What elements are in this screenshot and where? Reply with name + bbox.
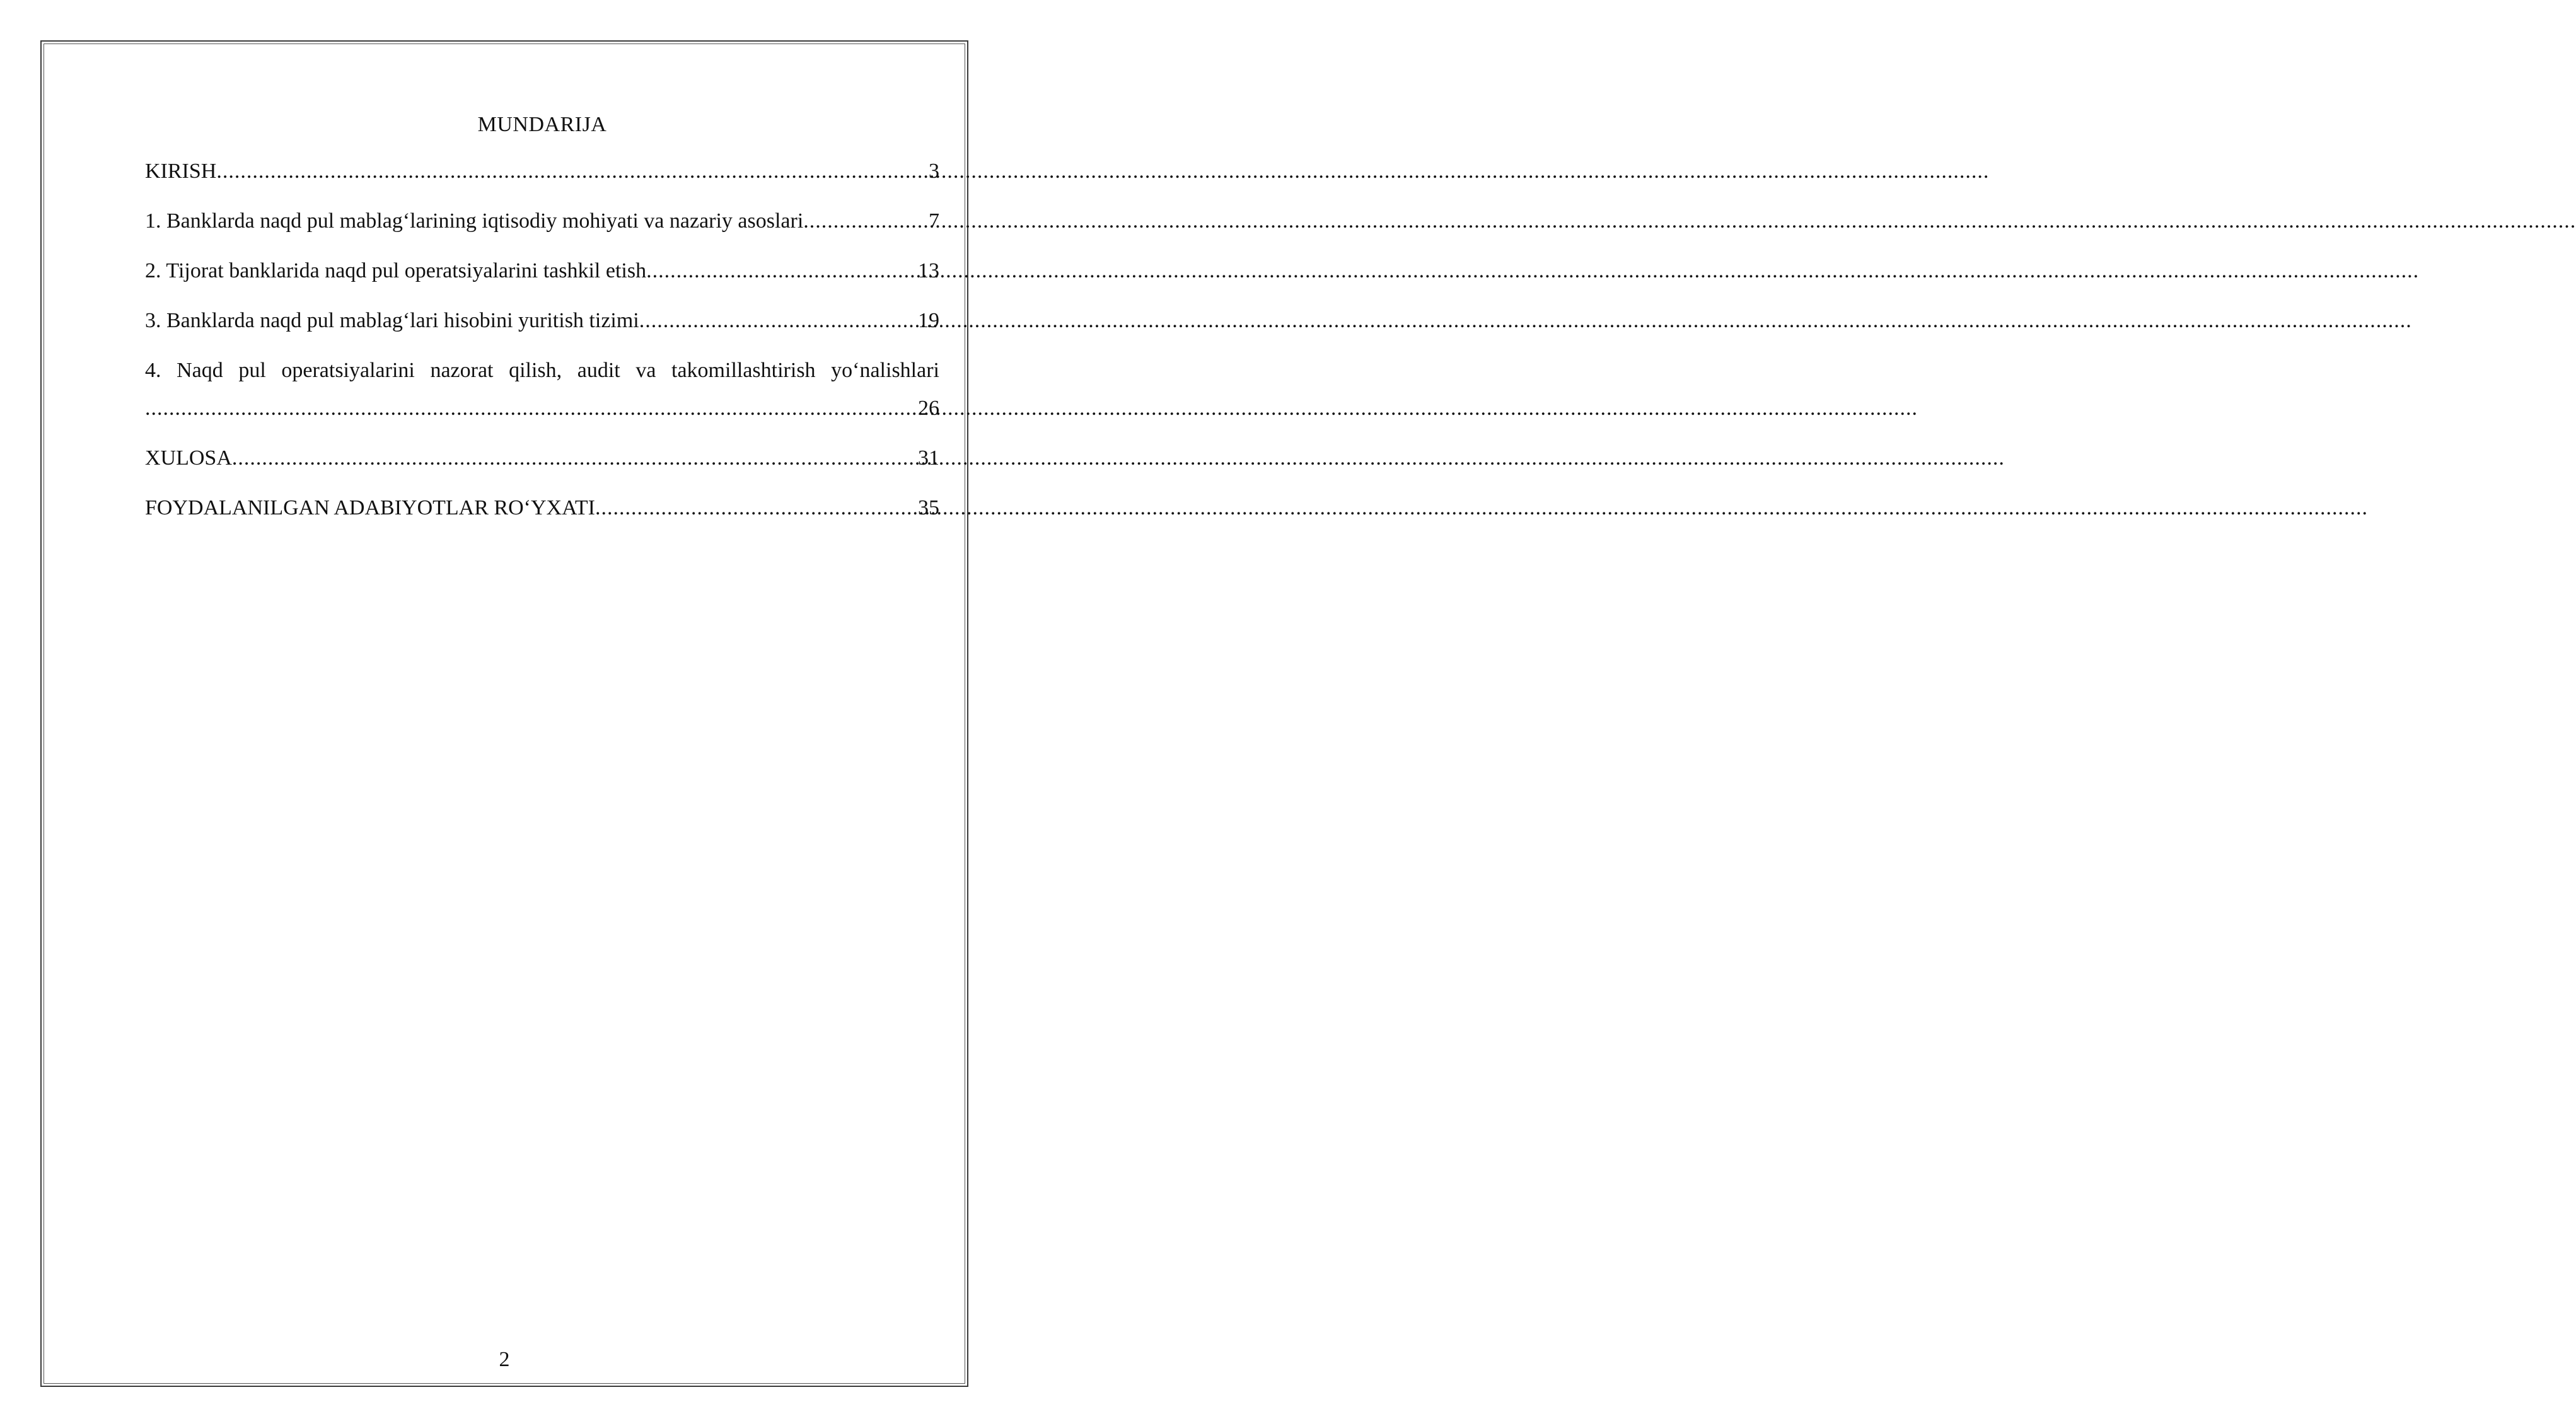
table-of-contents (145, 153, 939, 539)
page-number: 2 (499, 1348, 510, 1371)
toc-entry-page: 31 (918, 446, 939, 470)
toc-dot-leader (232, 439, 917, 477)
toc-entry-label: 4. Naqd pul operatsiyalarini nazorat qilish, audit va takomillashtirish yo‘nalishlari (145, 359, 939, 382)
toc-entry-label: 3. Banklarda naqd pul mablag‘lari hisobini yuritish tizimi (145, 309, 639, 332)
toc-entry-page: 7 (929, 209, 939, 233)
toc-entry-introduction[interactable] (145, 153, 939, 202)
toc-dot-leader (145, 390, 917, 427)
toc-dot-leader (639, 302, 917, 340)
toc-dot-leader (803, 202, 927, 240)
toc-entry-chapter-3[interactable] (145, 302, 939, 352)
toc-entry-label: FOYDALANILGAN ADABIYOTLAR RO‘YXATI (145, 496, 595, 519)
toc-entry-chapter-4[interactable] (145, 352, 939, 439)
toc-entry-chapter-1[interactable] (145, 202, 939, 252)
toc-entry-page: 13 (918, 259, 939, 282)
toc-entry-continuation (145, 390, 939, 439)
toc-entry-label: 1. Banklarda naqd pul mablag‘larining iqtisodiy mohiyati va nazariy asoslari (145, 209, 804, 233)
toc-entry-references[interactable] (145, 489, 939, 539)
toc-entry-label: XULOSA (145, 446, 232, 470)
toc-entry-chapter-2[interactable] (145, 252, 939, 302)
toc-entry-page: 26 (918, 397, 939, 420)
toc-entry-page: 19 (918, 309, 939, 332)
toc-entry-conclusion[interactable] (145, 439, 939, 489)
toc-dot-leader (216, 153, 927, 190)
toc-entry-label: KIRISH (145, 159, 217, 183)
toc-dot-leader (646, 252, 917, 290)
toc-entry-page: 35 (918, 496, 939, 519)
toc-entry-page: 3 (929, 159, 939, 183)
toc-title: MUNDARIJA (477, 113, 607, 136)
toc-dot-leader (595, 489, 917, 527)
toc-entry-label: 2. Tijorat banklarida naqd pul operatsiyalarini tashkil etish (145, 259, 647, 282)
